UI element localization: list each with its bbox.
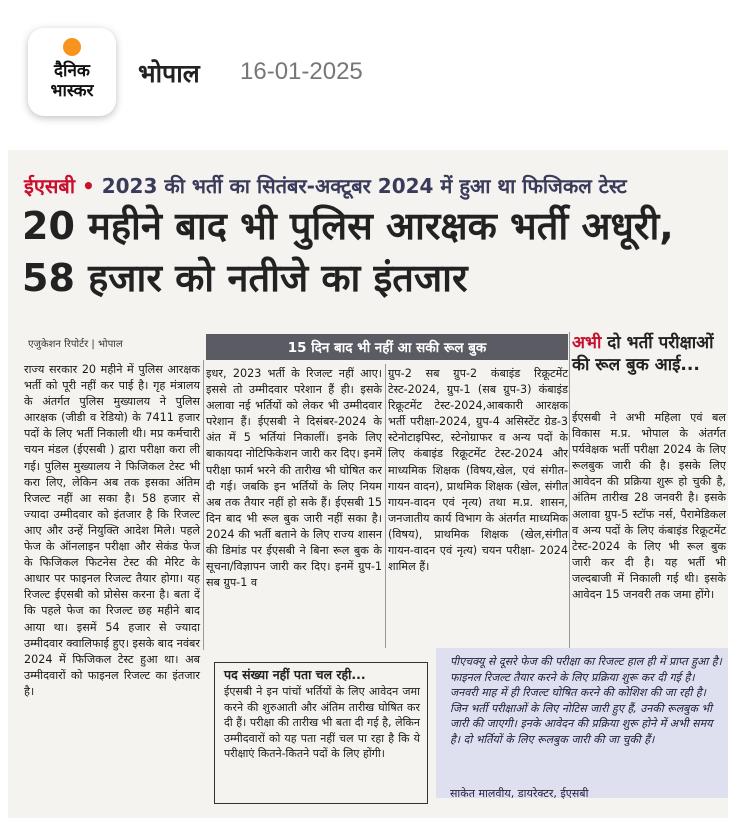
column-4-text: ईएसबी ने अभी महिला एवं बल विकास म.प्र. भोपाल के अंतर्गत पर्यवेक्षक भर्ती परीक्षा 2024 के लिए रूलबुक जारी की है। इसके लिए आवेदन की प्रक्रिया शुरू हो चुकी है, अंतिम तारीख 28 जनवरी है। इसके अलावा ग्रुप-5 स्टॉफ नर्स, पैरामेडिकल व अन्य पदों के लिए कंबाइंड रिक्रूटमेंट टेस्ट-2024 के लिए भी रूल बुक जारी कर दी है। यह भर्ती भी जल्दबाजी में निकाली गई थी। इसके आवेदन 15 जनवरी तक जमा होंगे। [572, 411, 726, 602]
column-3-text: ग्रुप-2 सब ग्रुप-2 कंबाइंड रिक्रूटमेंट टेस्ट-2024, ग्रुप-1 (सब ग्रुप-3) कंबाइंड रिक्रूटमेंट टेस्ट-2024,आबकारी आरक्षक भर्ती परीक्षा-2024, ग्रुप-4 असिस्टेंट ग्रेड-3 स्टेनोटाइपिस्ट, स्टेनोग्राफर व अन्य पदों के लिए कंबाइंड रिक्रूटमेंट टेस्ट-2024 और माध्यमिक शिक्षक (विषय,खेल, एवं संगीत-गायन वादन), प्राथमिक शिक्षक (खेल, संगीत गायन-वादन एवं नृत्य) तथा म.प्र. शासन, जनजातीय कार्य विभाग के अंतर्गत माध्यमिक (विषय), प्राथमिक शिक्षक (खेल,संगीत गायन-वादन एवं नृत्य) चयन परीक्षा- 2024 शामिल हैं। [388, 367, 568, 574]
logo-line-2: भास्कर [50, 81, 94, 101]
column-1-text: राज्य सरकार 20 महीने में पुलिस आरक्षक भर्ती को पूरी नहीं कर पाई है। गृह मंत्रालय के अंतर्गत पुलिस मुख्यालय ने पुलिस आरक्षक (जीडी व रेडियो) के 7411 हजार पदों के लिए भर्ती निकाली थी। मप्र कर्मचारी चयन मंडल (ईएसबी ) द्वारा परीक्षा करा ली गई। पुलिस मुख्यालय ने फिजिकल टेस्ट भी करा लिए, लेकिन अब तक इसका अंतिम रिजल्ट नहीं आ सका है। 58 हजार से ज्यादा उम्मीदवार को इंतजार है कि रिजल्ट आए और उन्हें नियुक्ति आदेश मिले। पहले फेज के ऑनलाइन परीक्षा और सेकंड फेज के फिजिकल फिटनेस टेस्ट की मेरिट के आधार पर फाइनल रिजल्ट तैयार होगा। यह रिजल्ट ईएसबी को प्रोसेस करना है। बता दें कि पहले फेज का रिजल्ट छह महीने बाद आया था। इसमें 54 हजार से ज्यादा उम्मीदवार क्वालिफाई हुए। इसके बाद नवंबर 2024 में फिजिकल टेस्ट हुआ था। अब उम्मीदवारों को फाइनल रिजल्ट का इंतजार है। [24, 363, 200, 698]
headline: 20 महीने बाद भी पुलिस आरक्षक भर्ती अधूरी, 58 हजार को नतीजे का इंतजार [22, 204, 674, 300]
sidebar-title-text: दो भर्ती परीक्षाओं की रूल बुक आई... [572, 333, 714, 375]
sidebar-title [572, 332, 726, 376]
kicker-line [24, 172, 627, 199]
kicker-tag: ईएसबी • [24, 174, 95, 198]
column-divider [569, 332, 570, 648]
column-divider [203, 360, 204, 650]
byline: एजुकेशन रिपोर्टर | भोपाल [28, 339, 123, 350]
post-date: 16-01-2025 [240, 58, 363, 85]
sun-icon [63, 38, 81, 56]
quote-attribution: साकेत मालवीय, डायरेक्टर, ईएसबी [450, 787, 589, 800]
sidebar-title-highlight: अभी [572, 333, 602, 353]
column-divider [385, 364, 386, 648]
kicker-text: 2023 की भर्ती का सितंबर-अक्टूबर 2024 में हुआ था फिजिकल टेस्ट [101, 174, 627, 198]
info-box-text: ईएसबी ने इन पांचों भर्तियों के लिए आवेदन जमा करने की शुरुआती और अंतिम तारीख घोषित कर दी हैं। परीक्षा की तारीख भी बता दी गई है, लेकिन उम्मीदवारों को यह पता नहीं चल पा रहा है कि ये परीक्षाएं कितने-कितने पदों के लिए होंगी। [224, 685, 420, 761]
dainik-bhaskar-logo[interactable] [28, 28, 116, 116]
info-box-title: पद संख्या नहीं पता चल रही... [224, 667, 366, 682]
column-2-text: इधर, 2023 भर्ती के रिजल्ट नहीं आए। इससे तो उम्मीदवार परेशान हैं ही। इसके अलावा नई भर्तियों को लेकर भी उम्मीदवार परेशान हैं। ईएसबी ने दिसंबर-2024 के अंत में 5 भर्तियां निकालीं। इनके लिए बाकायदा नोटिफिकेशन जारी कर दिए। इनमें परीक्षा फार्म भरने की तारीख भी घोषित कर दी गई। जबकि इन भर्तियों के लिए नियम अब तक तैयार नहीं हो सके हैं। ईएसबी 15 दिन बाद भी रूल बुक जारी नहीं सका है। 2024 की भर्ती बताने के लिए राज्य शासन की डिमांड पर ईएसबी ने बिना रूल बुक के सूचना/विज्ञापन जारी कर दिए। इनमें ग्रुप-1 सब ग्रुप-1 व [206, 367, 382, 590]
post-header [0, 0, 734, 140]
quote-text: पीएचक्यू से दूसरे फेज की परीक्षा का रिजल्ट हाल ही में प्राप्त हुआ है। फाइनल रिजल्ट तैयार करने के लिए प्रक्रिया शुरू कर दी गई है। जनवरी माह में ही रिजल्ट घोषित करने की कोशिश की जा रही है। जिन भर्ती परीक्षाओं के लिए नोटिस जारी हुए हैं, उनकी रूलबुक भी जारी की जाएगी। इनके आवेदन की प्रक्रिया शुरू होने में अभी समय है। दो भर्तियों के लिए रूलबुक जारी की जा चुकी हैं। [450, 655, 722, 746]
city-name[interactable]: भोपाल [138, 59, 200, 88]
logo-line-1: दैनिक [54, 61, 90, 81]
subhead-band-text: 15 दिन बाद भी नहीं आ सकी रूल बुक [287, 340, 487, 356]
